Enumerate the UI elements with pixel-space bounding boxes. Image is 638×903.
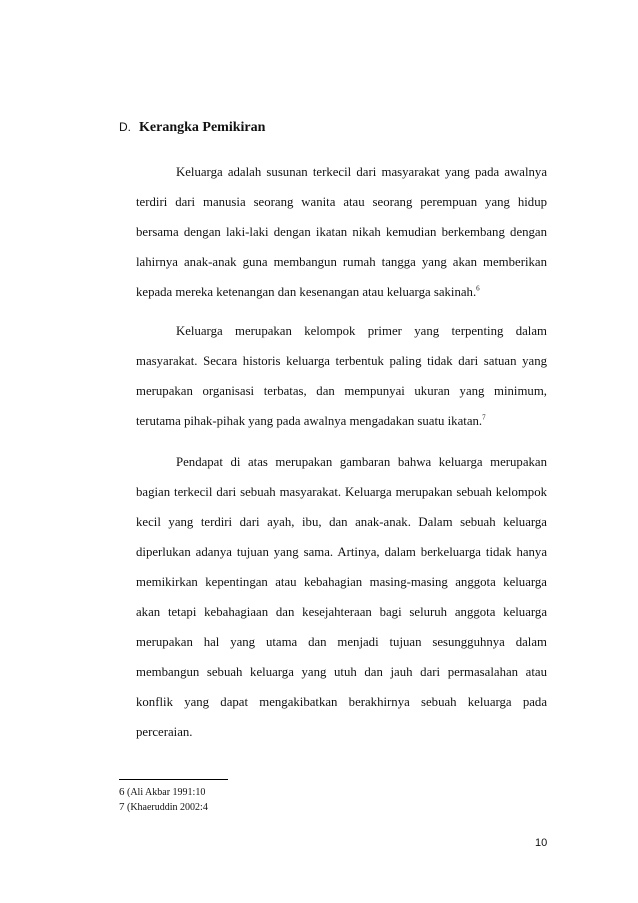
footnote-7 (119, 800, 208, 815)
footnote-divider (119, 779, 228, 780)
footnote-6 (119, 785, 208, 800)
footnote-text: (Khaeruddin 2002:4 (127, 802, 208, 813)
section-letter: D. (119, 120, 131, 134)
footnote-text: (Ali Akbar 1991:10 (127, 787, 206, 798)
paragraph-text: Keluarga merupakan kelompok primer yang terpenting dalam masyarakat. Secara historis keluarga terbentuk paling tidak dari satuan yang merupakan organisasi terbatas, dan mempunyai ukuran yang minimum, terutama pihak-pihak yang pada awalnya mengadakan suatu ikatan. (136, 324, 547, 428)
section-heading (119, 120, 265, 136)
paragraph-text: Pendapat di atas merupakan gambaran bahwa keluarga merupakan bagian terkecil dari sebuah masyarakat. Keluarga merupakan sebuah kelompok kecil yang terdiri dari ayah, ibu, dan anak-anak. Dalam sebuah keluarga diperlukan adanya tujuan yang sama. Artinya, dalam berkeluarga tidak hanya memikirkan kepentingan atau kebahagian masing-masing anggota keluarga akan tetapi kebahagiaan dan kesejahteraan bagi seluruh anggota keluarga merupakan hal yang utama dan menjadi tujuan sesungguhnya dalam membangun sebuah keluarga yang utuh dan jauh dari permasalahan atau konflik yang dapat mengakibatkan berakhirnya sebuah keluarga pada perceraian. (136, 455, 547, 739)
paragraph-2 (136, 316, 547, 436)
footnotes (119, 785, 208, 815)
paragraph-3 (136, 447, 547, 747)
footnote-ref-6: 6 (476, 284, 480, 293)
paragraph-text: Keluarga adalah susunan terkecil dari masyarakat yang pada awalnya terdiri dari manusia seorang wanita atau seorang perempuan yang hidup bersama dengan laki-laki dengan ikatan nikah kemudian berkembang dengan lahirnya anak-anak guna membangun rumah tangga yang akan memberikan kepada mereka ketenangan dan kesenangan atau keluarga sakinah. (136, 165, 547, 299)
paragraph-1 (136, 157, 547, 307)
page-number: 10 (535, 837, 548, 849)
footnote-number: 6 (119, 786, 125, 798)
section-title: Kerangka Pemikiran (139, 120, 266, 135)
footnote-number: 7 (119, 801, 125, 813)
footnote-ref-7: 7 (482, 413, 486, 422)
